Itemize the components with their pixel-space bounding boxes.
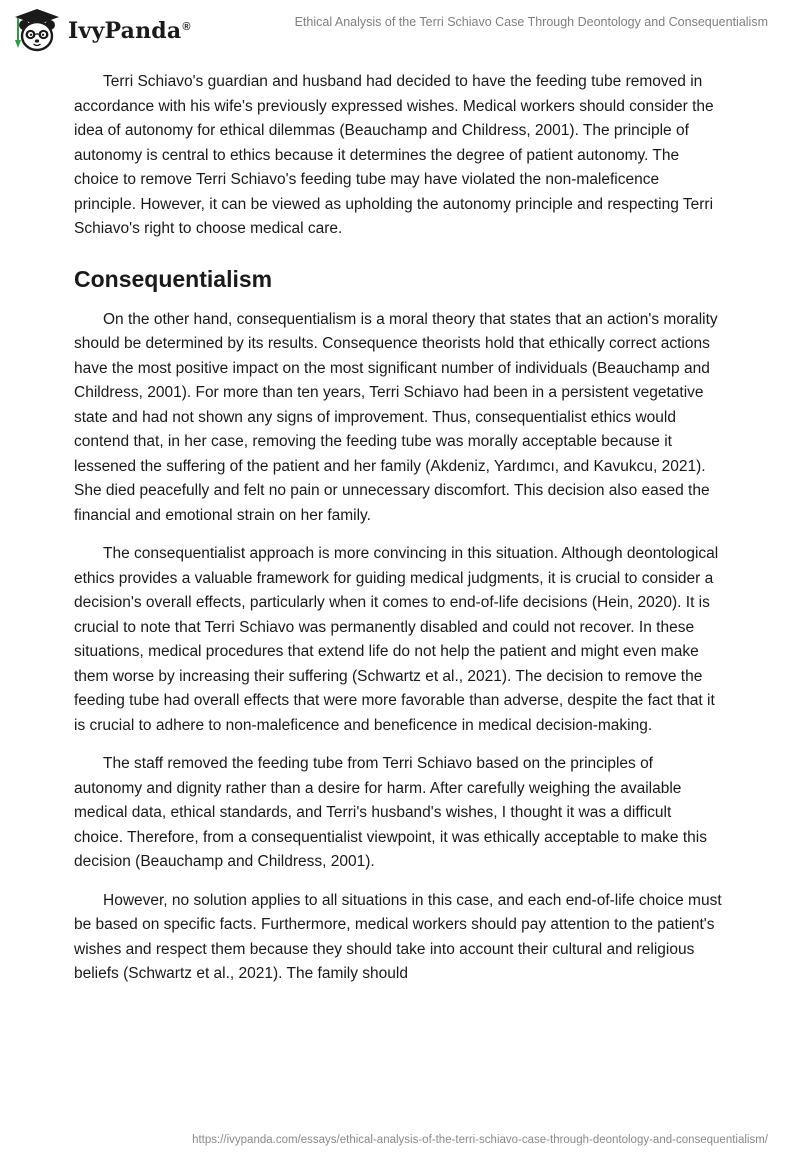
- body-paragraph: The consequentialist approach is more convincing in this situation. Although deontological ethics provides a valuable framework for guiding medical judgments, it is crucial to consider a decision's overall effects, particularly when it comes to end-of-life decisions (Hein, 2020). It is crucial to note that Terri Schiavo was permanently disabled and could not recover. In these situations, medical procedures that extend life do not help the patient and might even make them worse by increasing their suffering (Schwartz et al., 2021). The decision to remove the feeding tube had overall effects that were more favorable than adverse, despite the fact that it is crucial to adhere to non-maleficence and beneficence in medical decision-making.: [74, 545, 719, 734]
- source-url[interactable]: https://ivypanda.com/essays/ethical-analysis-of-the-terri-schiavo-case-through-deontology-and-consequentialism/: [192, 1134, 768, 1146]
- essay-body: [74, 70, 724, 1001]
- body-paragraph: Terri Schiavo's guardian and husband had decided to have the feeding tube removed in accordance with his wife's previously expressed wishes. Medical workers should consider the idea of autonomy for ethical dilemmas (Beauchamp and Childress, 2001). The principle of autonomy is central to ethics because it determines the degree of patient autonomy. The choice to remove Terri Schiavo's feeding tube may have violated the non-maleficence principle. However, it can be viewed as upholding the autonomy principle and respecting Terri Schiavo's right to choose medical care.: [74, 73, 714, 237]
- panda-graduate-icon: [12, 8, 62, 54]
- section-heading: Consequentialism: [74, 265, 273, 292]
- ivypanda-logo[interactable]: [12, 8, 191, 54]
- body-paragraph: On the other hand, consequentialism is a moral theory that states that an action's morality should be determined by its results. Consequence theorists hold that ethically correct actions have the most positive impact on the most significant number of individuals (Beauchamp and Childress, 2001). For more than ten years, Terri Schiavo had been in a persistent vegetative state and had not shown any signs of improvement. Thus, consequentialist ethics would contend that, in her case, removing the feeding tube was morally acceptable because it lessened the suffering of the patient and her family (Akdeniz, Yardımcı, and Kavukcu, 2021). She died peacefully and felt no pain or unnecessary discomfort. This decision also eased the financial and emotional strain on her family.: [74, 310, 718, 524]
- body-paragraph: The staff removed the feeding tube from Terri Schiavo based on the principles of autonomy and dignity rather than a desire for harm. After carefully weighing the available medical data, ethical standards, and Terri's husband's wishes, I thought it was a difficult choice. Therefore, from a consequentialist viewpoint, it was ethically acceptable to make this decision (Beauchamp and Childress, 2001).: [74, 755, 707, 870]
- body-paragraph: However, no solution applies to all situations in this case, and each end-of-life choice must be based on specific facts. Furthermore, medical workers should pay attention to the patient's wishes and respect them because they should take into account their cultural and religious beliefs (Schwartz et al., 2021). The family should: [74, 891, 722, 982]
- registered-mark: ®: [182, 20, 191, 33]
- brand-name: IvyPanda®: [68, 18, 191, 44]
- document-title: Ethical Analysis of the Terri Schiavo Case Through Deontology and Consequentialism: [294, 15, 768, 29]
- page-header: [0, 0, 800, 60]
